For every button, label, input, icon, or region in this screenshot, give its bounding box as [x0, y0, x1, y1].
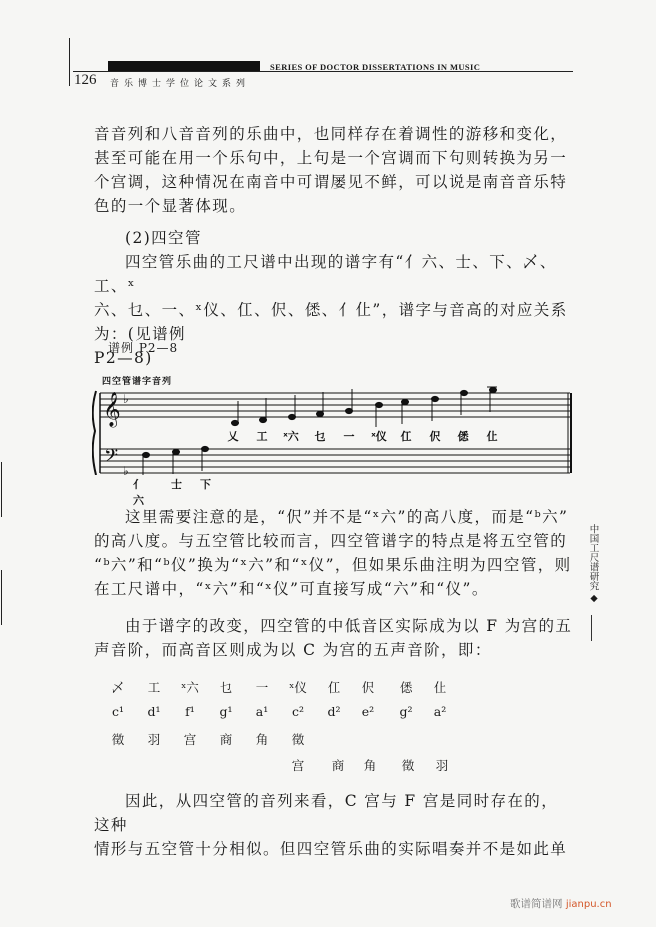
table-cell: 僁 [399, 680, 413, 695]
score-title: 四空管谱字音列 [102, 377, 173, 387]
table-cell: g² [399, 704, 413, 719]
watermark [510, 896, 612, 911]
table-cell: 仜 [327, 680, 341, 695]
note-label: 乂 [227, 430, 239, 443]
paragraph-3 [94, 505, 574, 601]
table-row-c-gong [100, 756, 480, 782]
note-label: 一 [343, 430, 355, 443]
pitch-table [100, 678, 480, 782]
table-cell: a² [433, 704, 447, 719]
watermark-url: jianpu.cn [565, 899, 612, 910]
text-line: “ᵇ六”和“ᵇ仪”换为“ˣ六”和“ˣ仪”，但如果乐曲注明为四空管，则 [94, 556, 572, 574]
table-cell: 徵 [401, 758, 415, 773]
text-line: 甚至可能在用一个乐句中，上句是一个宫调而下句则转换为另一 [94, 149, 568, 167]
table-row-notation [100, 678, 480, 704]
table-cell: f¹ [185, 704, 195, 719]
table-cell: 商 [219, 732, 233, 747]
side-tab-title [587, 524, 601, 604]
table-cell: d¹ [147, 704, 161, 719]
note-label: 仩 [486, 430, 498, 443]
side-tab-rule [591, 615, 592, 641]
text-line: 的高八度。与五空管比较而言，四空管谱字的特点是将五空管的 [94, 532, 568, 550]
margin-mark [1, 462, 2, 517]
table-cell: 宫 [291, 758, 305, 773]
paragraph-1 [94, 122, 574, 218]
text-line: 六、乜、一、ˣ仪、仜、伬、僁、亻仩”，谱字与音高的对应关系为：(见谱例 [94, 301, 568, 343]
table-row-f-gong [100, 730, 480, 756]
note-label: 仜 [400, 430, 412, 443]
section-heading: (2)四空管 [125, 229, 202, 247]
example-caption: 谱例 P2—8 [108, 341, 179, 355]
svg-text:𝄞: 𝄞 [103, 392, 121, 427]
table-cell: c¹ [111, 704, 124, 719]
table-cell: 羽 [147, 732, 161, 747]
side-tab-text: 中国工尺谱研究 [587, 524, 599, 591]
table-cell: 一 [255, 680, 269, 695]
table-row-pitches [100, 704, 480, 730]
text-line: 情形与五空管十分相似。但四空管乐曲的实际唱奏并不是如此单 [94, 840, 568, 858]
note-label: 下 [200, 478, 211, 491]
margin-mark [1, 570, 2, 625]
note-label: 僁 [457, 430, 469, 443]
text-line: 音音列和八音音列的乐曲中，也同样存在着调性的游移和变化， [94, 125, 568, 143]
text-line: 这里需要注意的是，“伬”并不是“ˣ六”的高八度，而是“ᵇ六” [125, 508, 569, 526]
table-cell: ˣ仪 [289, 680, 307, 695]
header-vertical-rule [69, 38, 70, 86]
note-label: 工 [256, 430, 268, 443]
text-line: P2—8) [94, 349, 153, 367]
table-cell: ˣ六 [181, 680, 199, 695]
text-line: 声音阶，而高音区则成为以 C 为宫的五声音阶，即： [94, 641, 492, 659]
watermark-cn: 歌谱简谱网 [510, 898, 563, 910]
table-cell: 宫 [183, 732, 197, 747]
note-label: ˣ六 [283, 430, 299, 443]
table-cell: 徵 [111, 732, 125, 747]
text-line: 由于谱字的改变，四空管的中低音区实际成为以 F 为宫的五 [125, 617, 573, 635]
table-cell: 乜 [219, 680, 233, 695]
paragraph-4 [94, 614, 574, 662]
table-cell: d² [327, 704, 341, 719]
table-cell: a¹ [255, 704, 269, 719]
text-line: 在工尺谱中，“ˣ六”和“ˣ仪”可直接写成“六”和“仪”。 [94, 580, 489, 598]
table-cell: e² [361, 704, 375, 719]
table-cell: 商 [331, 758, 345, 773]
table-cell: 工 [147, 680, 161, 695]
note-label: 伬 [429, 430, 441, 443]
table-cell: 徵 [291, 732, 305, 747]
table-cell: 乄 [111, 680, 125, 695]
text-line: 色的一个显著体现。 [94, 197, 247, 215]
diamond-icon: ◆ [590, 592, 598, 604]
table-cell: 羽 [435, 758, 449, 773]
table-cell: c² [291, 704, 304, 719]
paragraph-5 [94, 789, 574, 861]
text-line: 四空管乐曲的工尺谱中出现的谱字有“亻六、士、下、乄、工、ˣ [94, 253, 557, 295]
note-label: 亻六 [133, 478, 144, 507]
series-title-en: SERIES OF DOCTOR DISSERTATIONS IN MUSIC [270, 62, 481, 72]
table-cell: 角 [255, 732, 269, 747]
text-line: 因此，从四空管的音列来看，C 宫与 F 宫是同时存在的，这种 [94, 792, 559, 834]
page-number: 126 [74, 72, 97, 88]
svg-text:𝄢: 𝄢 [104, 446, 119, 471]
table-cell: g¹ [219, 704, 233, 719]
table-cell: 仩 [433, 680, 447, 695]
note-label: 士 [171, 478, 182, 491]
music-score [92, 385, 582, 475]
note-label: ˣ仪 [371, 430, 387, 443]
table-cell: 伬 [361, 680, 375, 695]
note-label: 乜 [314, 430, 326, 443]
series-title-cn: 音乐博士学位论文系列 [110, 79, 251, 89]
svg-text:♭: ♭ [123, 464, 129, 475]
svg-text:♭: ♭ [123, 392, 129, 406]
text-line: 个宫调，这种情况在南音中可谓屡见不鲜，可以说是南音音乐特 [94, 173, 568, 191]
table-cell: 角 [363, 758, 377, 773]
